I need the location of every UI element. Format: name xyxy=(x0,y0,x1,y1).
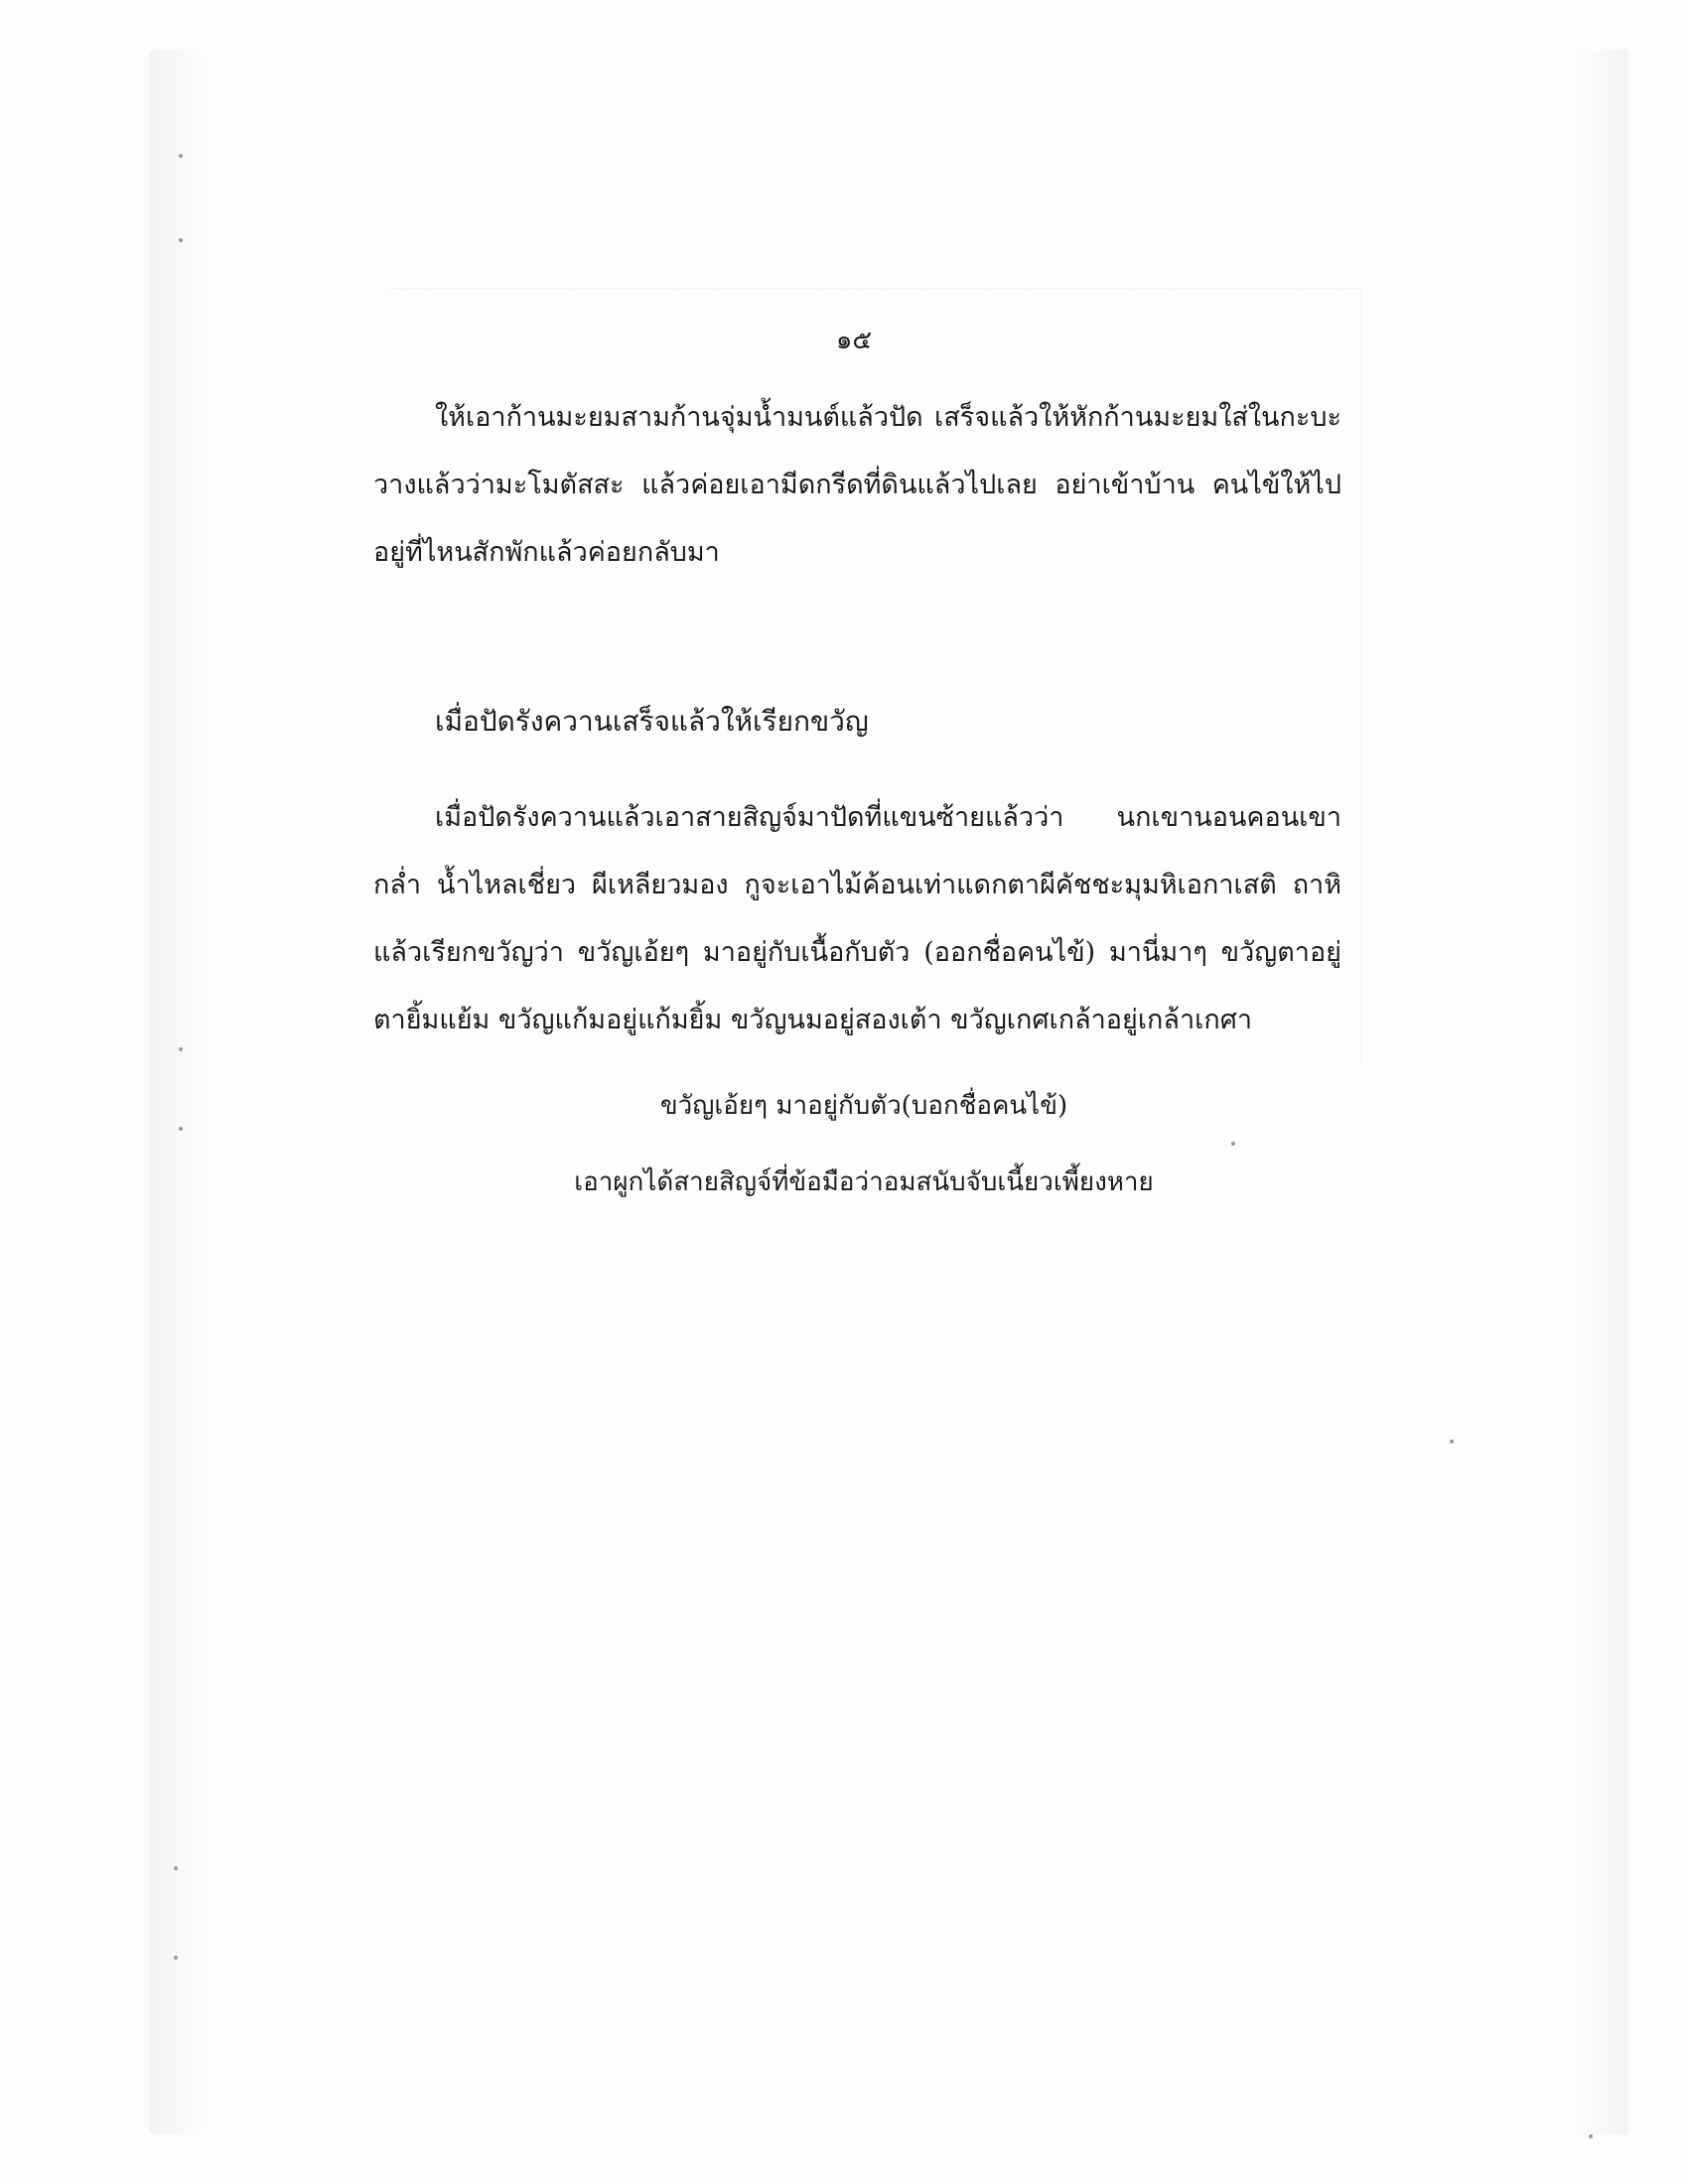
scan-speck xyxy=(174,1956,178,1960)
scan-speck xyxy=(174,1866,178,1870)
scan-speck xyxy=(179,238,183,242)
scan-speck xyxy=(1589,2134,1593,2138)
paragraph-1: ให้เอาก้านมะยมสามก้านจุ่มน้ำมนต์แล้วปัด เสร็จแล้วให้หักก้านมะยมใส่ในกะบะวางแล้วว่ามะโมตัสสะ แล้วค่อยเอามีดกรีดที่ดินแล้วไปเลย อย่าเข้าบ้าน คนไข้ให้ไปอยู่ที่ไหนสักพักแล้วค่อยกลับมา xyxy=(373,402,1341,568)
scan-speck xyxy=(1231,1142,1235,1146)
section-heading: เมื่อปัดรังควานเสร็จแล้วให้เรียกขวัญ xyxy=(435,705,869,738)
centered-line-2: เอาผูกได้สายสิญจ์ที่ข้อมือว่าอมสนับจับเนี้ยวเพี้ยงหาย xyxy=(574,1167,1154,1197)
scan-speck xyxy=(179,1047,183,1051)
page-number: ๑๕ xyxy=(835,326,873,355)
scan-speck xyxy=(1450,1439,1454,1443)
paragraph-2: เมื่อปัดรังควานแล้วเอาสายสิญจ์มาปัดที่แขนซ้ายแล้วว่า นกเขานอนคอนเขา กล่ำ น้ำไหลเชี่ยว ผีเหลียวมอง กูจะเอาไม้ค้อนเท่าแดกตาผีคัชชะมุมหิเอกาเสติ ถาหิ แล้วเรียกขวัญว่า ขวัญเอ้ยๆ มาอยู่กับเนื้อกับตัว (ออกชื่อคนไข้) มานี่มาๆ ขวัญตาอยู่ตายิ้มแย้ม ขวัญแก้มอยู่แก้มยิ้ม ขวัญนมอยู่สองเต้า ขวัญเกศเกล้าอยู่เกล้าเกศา xyxy=(373,802,1341,1035)
scan-speck xyxy=(179,1127,183,1131)
scan-speck xyxy=(179,154,183,158)
centered-line-1: ขวัญเอ้ยๆ มาอยู่กับตัว(บอกชื่อคนไข้) xyxy=(659,1091,1068,1121)
